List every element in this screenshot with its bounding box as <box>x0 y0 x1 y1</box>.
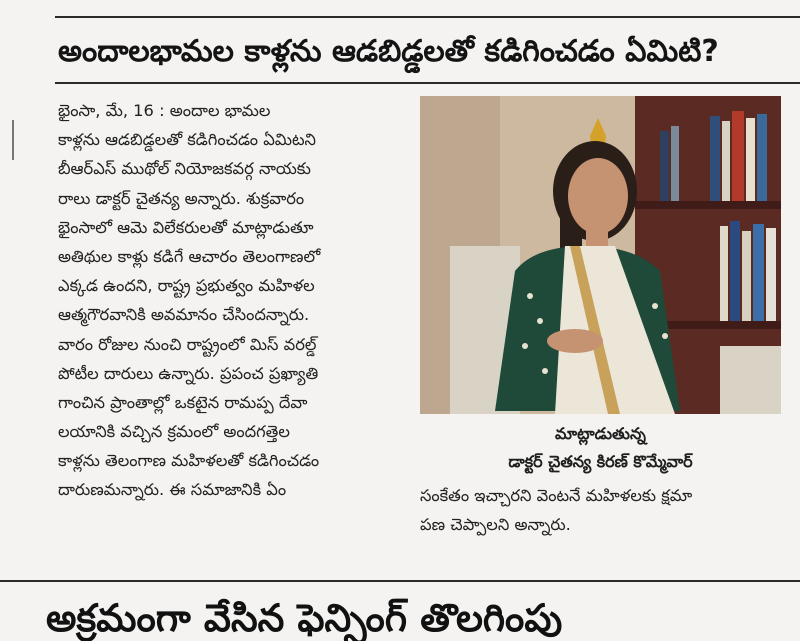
article-photo <box>420 96 781 414</box>
body-line: రాలు డాక్టర్ చైతన్య అన్నారు. శుక్రవారం <box>58 188 305 208</box>
article-body <box>58 96 398 505</box>
body-line: ఎక్కడ ఉందని, రాష్ట్ర ప్రభుత్వం మహిళల <box>58 276 315 296</box>
body-line: గాంచిన ప్రాంతాల్లో ఒకటైన రామప్ప దేవా <box>58 392 308 412</box>
body-line: అతిథుల కాళ్లు కడిగే ఆచారం తెలంగాణలో <box>58 246 321 266</box>
section-divider <box>0 580 800 582</box>
article-continuation <box>420 481 790 539</box>
article-headline: అందాలభామల కాళ్లను ఆడబిడ్డలతో కడిగించడం ఏమిటి? <box>58 34 719 69</box>
top-rule <box>55 16 800 18</box>
body-line: భైంసాలో ఆమె విలేకరులతో మాట్లాడుతూ <box>58 217 314 237</box>
body-line: ఆత్మగౌరవానికి అవమానం చేసిందన్నారు. <box>58 305 310 325</box>
photo-caption-line-1: మాట్లాడుతున్న <box>555 424 646 443</box>
photo-caption-line-2: డాక్టర్ చైతన్య కిరణ్ కొమ్మేవార్ <box>508 452 693 471</box>
page-margin-mark <box>12 120 14 160</box>
body-line: లయానికి వచ్చిన క్రమంలో అందగత్తెల <box>58 422 290 442</box>
next-article-headline: అక్రమంగా వేసిన ఫెన్సింగ్ తొలగింపు <box>46 596 563 640</box>
body-line: దారుణమన్నారు. ఈ సమాజానికి ఏం <box>58 480 287 500</box>
body-line: వారం రోజుల నుంచి రాష్ట్రంలో మిస్ వరల్డ్ <box>58 334 317 354</box>
headline-rule <box>55 82 800 84</box>
side-line: సంకేతం ఇచ్చారని వెంటనే మహిళలకు క్షమా <box>420 486 693 505</box>
body-line: బీఆర్ఎస్ ముథోల్ నియోజకవర్గ నాయకు <box>58 159 311 179</box>
body-line: పోటీల దారులు ఉన్నారు. ప్రపంచ ప్రఖ్యాతి <box>58 363 319 383</box>
body-line: కాళ్లను ఆడబిడ్డలతో కడిగించడం ఏమిటని <box>58 130 316 150</box>
body-line: భైంసా, మే, 16 : అందాల భామల <box>58 101 271 120</box>
side-line: పణ చెప్పాలని అన్నారు. <box>420 515 571 535</box>
body-line: కాళ్లను తెలంగాణ మహిళలతో కడిగించడం <box>58 451 320 471</box>
